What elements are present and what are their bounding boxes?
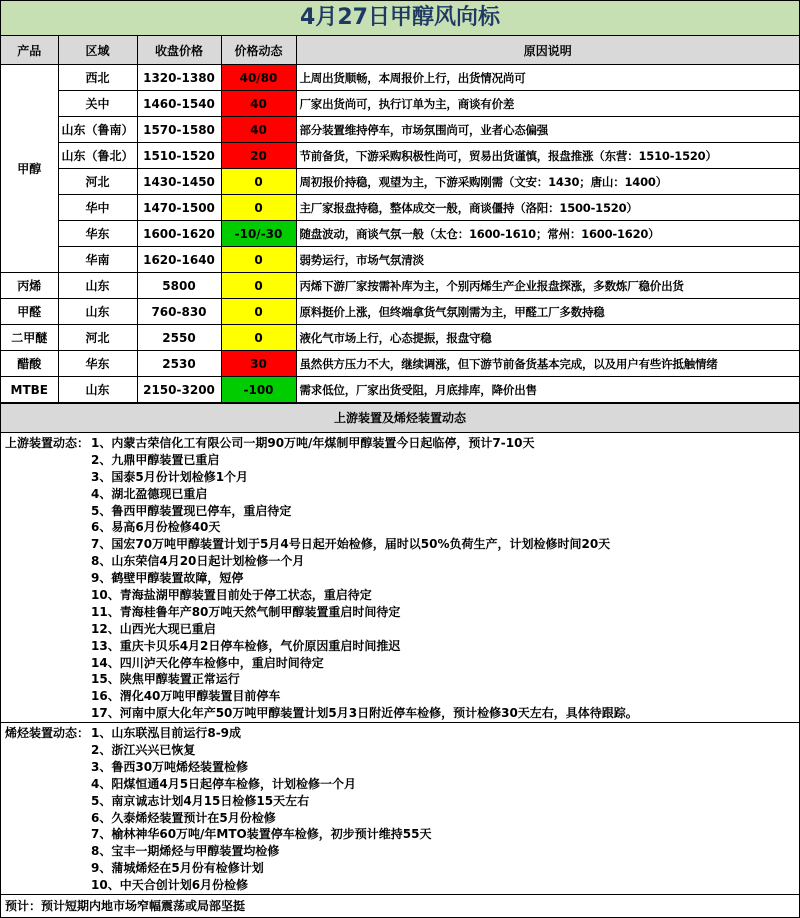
- list-item-text: 10、中天合创计划6月份检修: [91, 878, 249, 893]
- region-cell: 河北: [58, 169, 137, 195]
- change-cell: 0: [221, 169, 296, 195]
- price-cell: 5800: [137, 273, 221, 299]
- change-cell: 40/80: [221, 65, 296, 91]
- list-item: [5, 621, 795, 638]
- price-cell: 1470-1500: [137, 195, 221, 221]
- list-item-text: 7、榆林神华60万吨/年MTO装置停车检修，初步预计维持55天: [91, 827, 432, 842]
- list-item: [5, 604, 795, 621]
- list-item-text: 5、鲁西甲醇装置现已停车，重启待定: [91, 503, 292, 518]
- list-item-text: 8、山东荣信4月20日起计划检修一个月: [91, 554, 305, 569]
- change-cell: -10/-30: [221, 221, 296, 247]
- reason-cell: 液化气市场上行，心态提振，报盘守稳: [296, 325, 799, 351]
- list-item: [5, 725, 795, 742]
- header-region: 区域: [58, 36, 137, 65]
- price-cell: 2550: [137, 325, 221, 351]
- price-table-body: [1, 36, 799, 403]
- table-row: [1, 143, 799, 169]
- product-cell: 二甲醚: [1, 325, 58, 351]
- region-cell: 山东（鲁北）: [58, 143, 137, 169]
- olefin-label: 烯烃装置动态：: [5, 726, 90, 741]
- change-cell: 0: [221, 273, 296, 299]
- header-change: 价格动态: [221, 36, 296, 65]
- list-item-text: 12、山西光大现已重启: [91, 621, 216, 636]
- region-cell: 河北: [58, 325, 137, 351]
- price-cell: 760-830: [137, 299, 221, 325]
- reason-cell: 丙烯下游厂家按需补库为主，个别丙烯生产企业报盘探涨，多数炼厂稳价出货: [296, 273, 799, 299]
- reason-cell: 随盘波动，商谈气氛一般（太仓：1600-1610；常州：1600-1620）: [296, 221, 799, 247]
- list-item: [5, 486, 795, 503]
- list-item: [5, 843, 795, 860]
- list-item: [5, 793, 795, 810]
- table-row: [1, 351, 799, 377]
- reason-cell: 周初报价持稳，观望为主，下游采购刚需（文安：1430；唐山：1400）: [296, 169, 799, 195]
- list-item: [5, 810, 795, 827]
- change-cell: -100: [221, 377, 296, 403]
- change-cell: 0: [221, 247, 296, 273]
- region-cell: 华东: [58, 351, 137, 377]
- table-row: [1, 169, 799, 195]
- list-item-text: 16、渭化40万吨甲醇装置目前停车: [91, 689, 281, 704]
- list-item: [5, 671, 795, 688]
- region-cell: 山东: [58, 299, 137, 325]
- table-row: [1, 195, 799, 221]
- price-cell: 2530: [137, 351, 221, 377]
- list-item: [5, 860, 795, 877]
- product-cell: 丙烯: [1, 273, 58, 299]
- list-item-text: 4、湖北盈德现已重启: [91, 486, 208, 501]
- list-item: [5, 570, 795, 587]
- header-product: 产品: [1, 36, 58, 65]
- product-cell: MTBE: [1, 377, 58, 403]
- list-item-text: 13、重庆卡贝乐4月2日停车检修，气价原因重启时间推迟: [91, 638, 401, 653]
- table-row: [1, 65, 799, 91]
- list-item: [5, 776, 795, 793]
- price-cell: 1570-1580: [137, 117, 221, 143]
- header-price: 收盘价格: [137, 36, 221, 65]
- list-item: [5, 688, 795, 705]
- list-item: [5, 435, 795, 452]
- list-item: [5, 536, 795, 553]
- list-item-text: 11、青海桂鲁年产80万吨天然气制甲醇装置重启时间待定: [91, 604, 401, 619]
- change-cell: 0: [221, 325, 296, 351]
- list-item: [5, 503, 795, 520]
- region-cell: 山东: [58, 273, 137, 299]
- list-item-text: 8、宝丰一期烯烃与甲醇装置均检修: [91, 844, 280, 859]
- list-item-text: 3、鲁西30万吨烯烃装置检修: [91, 759, 249, 774]
- list-item-text: 5、南京诚志计划4月15日检修15天左右: [91, 793, 310, 808]
- upstream-block: [1, 433, 799, 722]
- price-table: [1, 36, 799, 403]
- region-cell: 山东（鲁南）: [58, 117, 137, 143]
- list-item: [5, 655, 795, 672]
- table-row: [1, 247, 799, 273]
- list-item: [5, 638, 795, 655]
- list-item: [5, 826, 795, 843]
- list-item: [5, 705, 795, 722]
- table-row: [1, 117, 799, 143]
- list-item-text: 1、山东联泓目前运行8-9成: [91, 726, 242, 741]
- list-item-text: 6、易高6月份检修40天: [91, 520, 221, 535]
- list-item-text: 9、蒲城烯烃在5月份有检修计划: [91, 861, 264, 876]
- region-cell: 华中: [58, 195, 137, 221]
- reason-cell: 主厂家报盘持稳，整体成交一般，商谈僵持（洛阳：1500-1520）: [296, 195, 799, 221]
- list-item-text: 14、四川泸天化停车检修中，重启时间待定: [91, 655, 324, 670]
- list-item-text: 1、内蒙古荣信化工有限公司一期90万吨/年煤制甲醇装置今日起临停，预计7-10天: [91, 436, 535, 450]
- reason-cell: 需求低位，厂家出货受阻，月底排库，降价出售: [296, 377, 799, 403]
- product-cell: 醋酸: [1, 351, 58, 377]
- price-cell: 1430-1450: [137, 169, 221, 195]
- change-cell: 40: [221, 117, 296, 143]
- list-item-text: 15、陕焦甲醇装置正常运行: [91, 672, 240, 687]
- list-item: [5, 452, 795, 469]
- price-cell: 1620-1640: [137, 247, 221, 273]
- region-cell: 关中: [58, 91, 137, 117]
- list-item-text: 17、河南中原大化年产50万吨甲醇装置计划5月3日附近停车检修，预计检修30天左右，具体待跟踪。: [91, 706, 638, 721]
- product-cell: 甲醛: [1, 299, 58, 325]
- change-cell: 20: [221, 143, 296, 169]
- reason-cell: 节前备货，下游采购积极性尚可，贸易出货谨慎，报盘推涨（东营：1510-1520）: [296, 143, 799, 169]
- list-item: [5, 519, 795, 536]
- price-cell: 1460-1540: [137, 91, 221, 117]
- price-cell: 1320-1380: [137, 65, 221, 91]
- region-cell: 西北: [58, 65, 137, 91]
- change-cell: 30: [221, 351, 296, 377]
- reason-cell: 虽然供方压力不大，继续调涨，但下游节前备货基本完成，以及用户有些许抵触情绪: [296, 351, 799, 377]
- list-item-text: 6、久泰烯烃装置预计在5月份检修: [91, 810, 276, 825]
- change-cell: 0: [221, 299, 296, 325]
- list-item-text: 3、国泰5月份计划检修1个月: [91, 469, 249, 484]
- change-cell: 0: [221, 195, 296, 221]
- list-item-text: 9、鹤壁甲醇装置故障，短停: [91, 571, 244, 586]
- price-cell: 2150-3200: [137, 377, 221, 403]
- list-item: [5, 742, 795, 759]
- region-cell: 华东: [58, 221, 137, 247]
- forecast: 预计：预计短期内地市场窄幅震荡或局部坚挺: [1, 894, 799, 917]
- region-cell: 山东: [58, 377, 137, 403]
- list-item: [5, 759, 795, 776]
- list-item: [5, 877, 795, 894]
- price-cell: 1510-1520: [137, 143, 221, 169]
- reason-cell: 厂家出货尚可，执行订单为主，商谈有价差: [296, 91, 799, 117]
- reason-cell: 上周出货顺畅，本周报价上行，出货情况尚可: [296, 65, 799, 91]
- list-item-text: 2、九鼎甲醇装置已重启: [91, 452, 220, 467]
- olefin-block: [1, 722, 799, 894]
- table-row: [1, 377, 799, 403]
- header-row: [1, 36, 799, 65]
- reason-cell: 弱势运行，市场气氛清淡: [296, 247, 799, 273]
- list-item-text: 4、阳煤恒通4月5日起停车检修，计划检修一个月: [91, 776, 357, 791]
- page-title: 4月27日甲醇风向标: [1, 1, 799, 36]
- change-cell: 40: [221, 91, 296, 117]
- list-item-text: 2、浙江兴兴已恢复: [91, 743, 196, 758]
- product-cell: 甲醇: [1, 65, 58, 273]
- table-row: [1, 91, 799, 117]
- table-row: [1, 221, 799, 247]
- price-cell: 1600-1620: [137, 221, 221, 247]
- section-title: 上游装置及烯烃装置动态: [1, 403, 799, 433]
- list-item: [5, 553, 795, 570]
- table-row: [1, 299, 799, 325]
- list-item-text: 10、青海盐湖甲醇装置目前处于停工状态，重启待定: [91, 588, 372, 603]
- reason-cell: 原料挺价上涨，但终端拿货气氛刚需为主，甲醛工厂多数持稳: [296, 299, 799, 325]
- header-reason: 原因说明: [296, 36, 799, 65]
- reason-cell: 部分装置维持停车，市场氛围尚可，业者心态偏强: [296, 117, 799, 143]
- list-item-text: 7、国宏70万吨甲醇装置计划于5月4号日起开始检修，届时以50%负荷生产，计划检修时间20天: [91, 537, 611, 552]
- list-item: [5, 587, 795, 604]
- upstream-label: 上游装置动态：: [5, 436, 90, 450]
- list-item: [5, 469, 795, 486]
- region-cell: 华南: [58, 247, 137, 273]
- table-row: [1, 273, 799, 299]
- table-row: [1, 325, 799, 351]
